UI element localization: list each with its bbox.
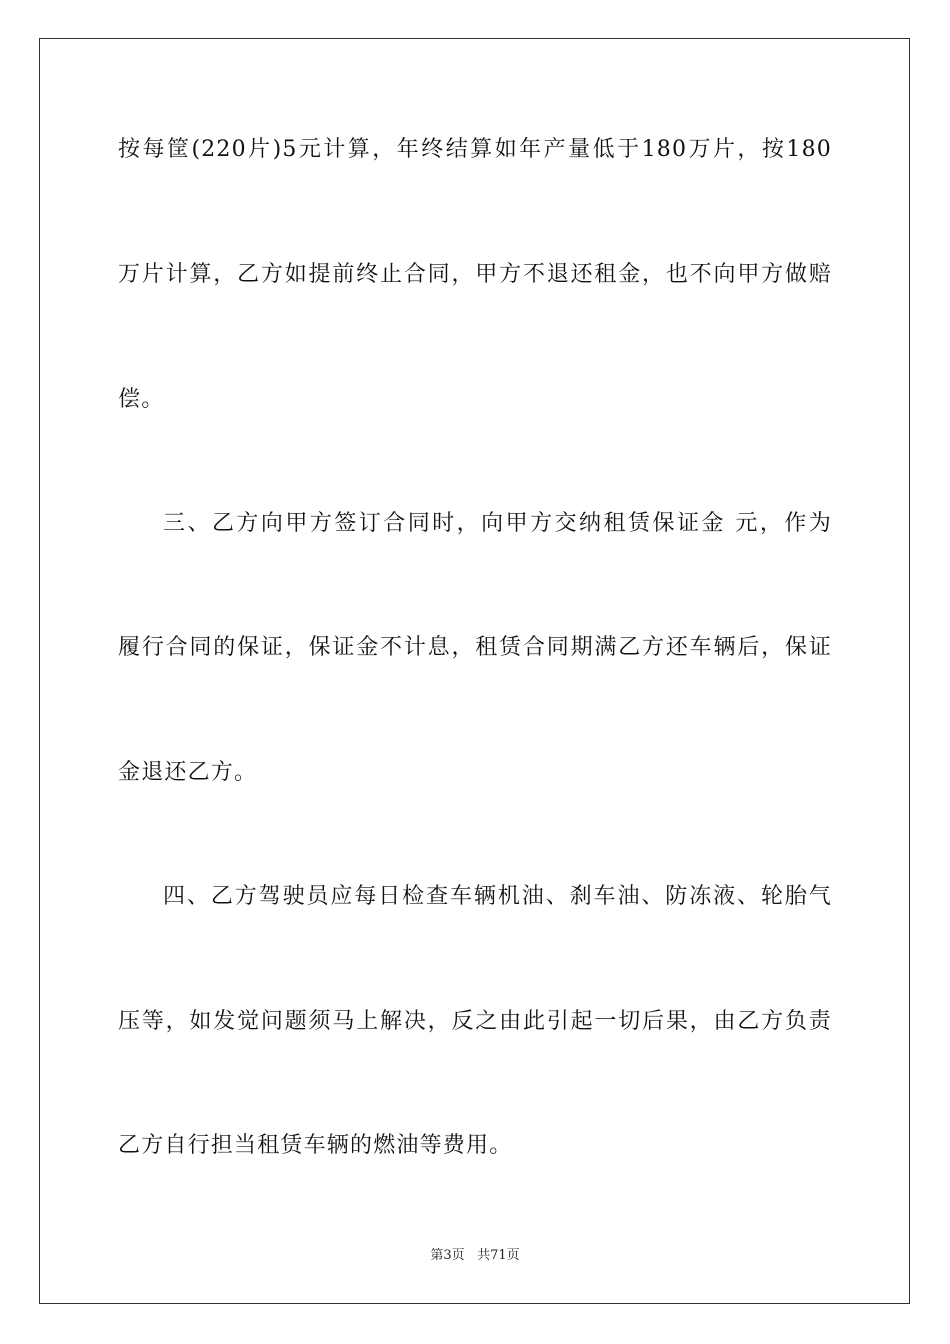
paragraph-line: 四、乙方驾驶员应每日检查车辆机油、刹车油、防冻液、轮胎气 [163,884,832,909]
paragraph-line: 压等，如发觉问题须马上解决，反之由此引起一切后果，由乙方负责 [118,1009,832,1034]
paragraph-line: 履行合同的保证，保证金不计息，租赁合同期满乙方还车辆后，保证 [118,635,832,660]
paragraph-line: 偿。 [118,387,165,412]
paragraph-line: 万片计算，乙方如提前终止合同，甲方不退还租金，也不向甲方做赔 [118,262,832,287]
page-footer [0,1247,950,1265]
page-number: 第3页 [430,1248,465,1263]
paragraph-line: 三、乙方向甲方签订合同时，向甲方交纳租赁保证金 元，作为 [163,511,832,536]
paragraph-line: 乙方自行担当租赁车辆的燃油等费用。 [118,1133,513,1158]
paragraph-line: 按每筐(220片)5元计算，年终结算如年产量低于180万片，按180 [118,137,832,162]
paragraph-line: 金退还乙方。 [118,760,258,785]
page-border [39,38,910,1304]
page-total: 共71页 [477,1248,520,1263]
